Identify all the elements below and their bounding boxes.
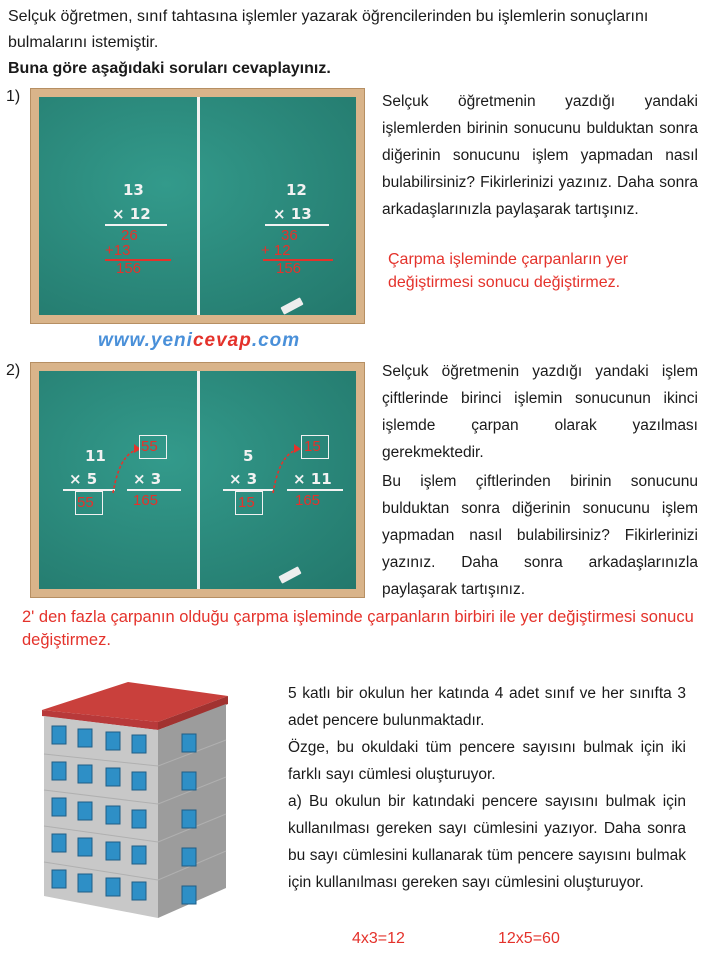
b1-right-p2: + 12 [261, 242, 291, 259]
q1-answer: Çarpma işleminde çarpanların yer değiştirmesi sonucu değiştirmez. [388, 251, 629, 291]
q3-answer-1: 4x3=12 [352, 930, 405, 947]
q3-text-1: 5 katlı bir okulun her katında 4 adet sınıf ve her sınıfta 3 adet pencere bulunmaktadır. [288, 685, 686, 729]
b1-right-mult: × 13 [273, 205, 312, 223]
b1-right-p1: 36 [281, 227, 298, 244]
chalkboard-1 [30, 88, 365, 324]
b2-right-b-line [287, 489, 343, 491]
q3-answer-2: 12x5=60 [498, 930, 560, 947]
b2-right-b-mult: × 11 [293, 470, 332, 488]
question-2-number: 2) [6, 362, 21, 379]
q1-text: Selçuk öğretmenin yazdığı yandaki işlemlerden birinin sonucunu bulduktan sonra diğerinin sonucunu işlem yapmadan nasıl bulabilirsiniz? Fikirlerinizi yazınız. Daha sonra arkadaşlarınızla paylaşarak tartışınız. [382, 93, 698, 218]
b1-left-p2: +13 [105, 242, 131, 259]
b1-right-top: 12 [286, 181, 307, 199]
b2-right-b-result: 165 [295, 492, 321, 509]
q3-text-3: a) Bu okulun bir katındaki pencere sayısını bulmak için kullanılması gereken sayı cümlesini yazıyor. Daha sonra bu sayı cümlesini kullanarak tüm pencere sayısını bulmak için kullanılması gereken sayı cümlesini oluşturuyor. [288, 793, 686, 891]
b2-left-a-mult: × 5 [69, 470, 98, 488]
board-divider [197, 371, 200, 589]
board-divider [197, 97, 200, 315]
b1-left-line [105, 224, 167, 226]
b1-left-p1: 26 [121, 227, 138, 244]
intro-line-2: Buna göre aşağıdaki soruları cevaplayınız. [8, 60, 331, 77]
b1-left-mult: × 12 [112, 205, 151, 223]
b2-right-a-result: 15 [238, 494, 255, 511]
b1-right-result: 156 [276, 260, 302, 277]
q3-text-2: Özge, bu okuldaki tüm pencere sayısını bulmak için iki farklı sayı cümlesi oluşturuyor. [288, 739, 686, 783]
q2-text-1: Selçuk öğretmenin yazdığı yandaki işlem çiftlerinde birinci işlemin sonucunun ikinci işlemde çarpan olarak yazılması gerekmektedir. [382, 363, 698, 461]
chalkboard-2 [30, 362, 365, 598]
b2-right-a: 5 [243, 447, 254, 465]
intro-text [8, 4, 698, 82]
b2-left-b-mult: × 3 [133, 470, 162, 488]
b1-left-top: 13 [123, 181, 144, 199]
watermark: www.yenicevap.com [98, 330, 301, 351]
b2-left-b-result: 165 [133, 492, 159, 509]
b1-right-line [265, 224, 329, 226]
intro-line-1: Selçuk öğretmen, sınıf tahtasına işlemler yazarak öğrencilerinden bu işlemlerin sonuçlarını bulmalarını istemiştir. [8, 8, 649, 51]
b2-right-a-mult: × 3 [229, 470, 258, 488]
eraser-icon [278, 566, 301, 583]
b2-left-b-top: 55 [141, 438, 158, 455]
b2-right-b-top: 15 [304, 438, 321, 455]
b1-left-result: 156 [116, 260, 142, 277]
b2-left-a-result: 55 [77, 494, 94, 511]
school-building-image [38, 682, 278, 922]
q2-answer: 2' den fazla çarpanın olduğu çarpma işleminde çarpanların birbiri ile yer değiştirmesi sonucu değiştirmez. [22, 608, 694, 649]
eraser-icon [280, 297, 303, 314]
b2-left-a: 11 [85, 447, 106, 465]
question-1-number: 1) [6, 88, 21, 105]
q2-text-2: Bu işlem çiftlerinden birinin sonucunu bulduktan sonra diğerinin sonucunu işlem yapmadan nasıl bulabilirsiniz? Fikirlerinizi yazınız. Daha sonra arkadaşlarınızla paylaşarak tartışınız. [382, 473, 698, 598]
b2-left-b-line [127, 489, 181, 491]
